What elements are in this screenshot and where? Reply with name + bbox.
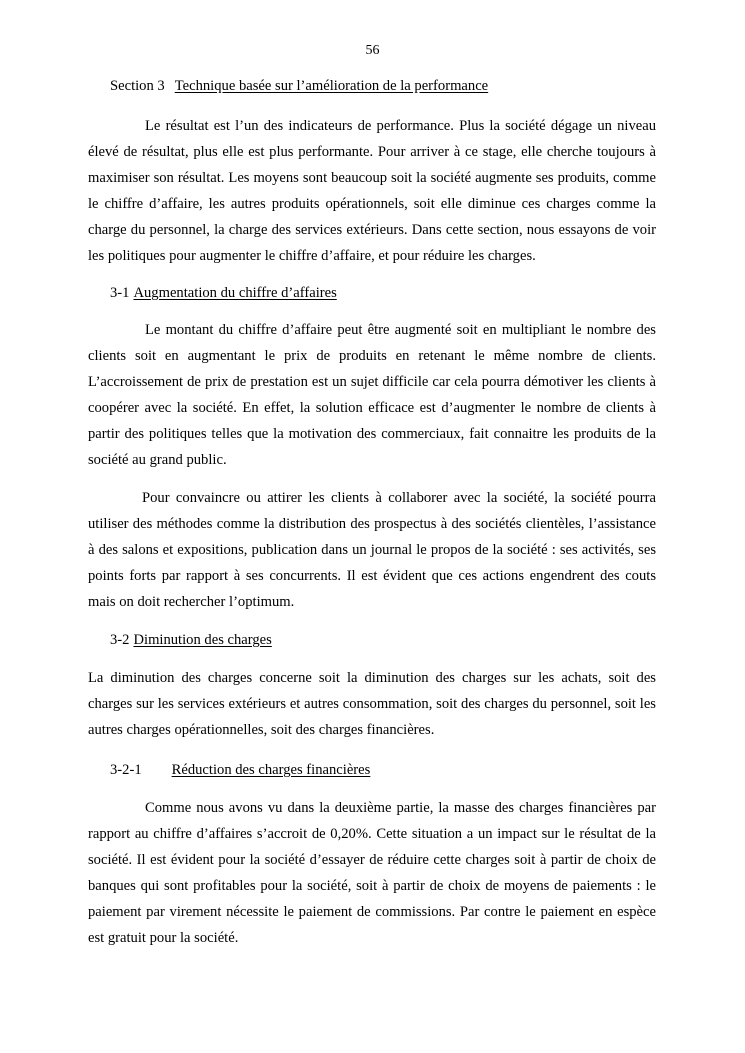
page-number: 56 (365, 43, 380, 58)
subsection-3-1-paragraph-1: Le montant du chiffre d’affaire peut être augmenté soit en multipliant le nombre des clients soit en augmentant le prix de produits en retenant le même nombre de clients. L’accroissement de prix de prestation est un sujet difficile car cela pourra démotiver les clients à coopérer avec la société. En effet, la solution efficace est d’augmenter le nombre de clients à partir des politiques telles que la motivation des commerciaux, fait connaitre les produits de la société au grand public. (88, 322, 656, 468)
subsection-3-2-1-heading (110, 762, 370, 779)
subsection-3-1-title: Augmentation du chiffre d’affaires (133, 285, 337, 301)
subsection-3-2-paragraph: La diminution des charges concerne soit la diminution des charges sur les achats, soit des charges sur les services extérieurs et autres consommation, soit des charges du personnel, soit les autres charges opérationnelles, soit des charges financières. (88, 670, 656, 738)
subsection-3-1-paragraph-2: Pour convaincre ou attirer les clients à collaborer avec la société, la société pourra utiliser des méthodes comme la distribution des prospectus à des sociétés clientèles, l’assistance à des salons et expositions, publication dans un journal le propos de la société : ses activités, ses points forts par rapport à ses concurrents. Il est évident que ces actions engendrent des couts mais on doit rechercher l’optimum. (88, 490, 656, 610)
subsection-3-2-1-number: 3-2-1 (110, 762, 142, 778)
subsection-3-2-heading (110, 632, 272, 649)
subsection-3-2-1-paragraph: Comme nous avons vu dans la deuxième partie, la masse des charges financières par rapport au chiffre d’affaires s’accroit de 0,20%. Cette situation a un impact sur le résultat de la société. Il est évident pour la société d’essayer de réduire cette charges soit à partir de choix de banques qui sont profitables pour la société, soit à partir de choix de moyens de paiements : le paiement par virement nécessite le paiement de commissions. Par contre le paiement en espèce est gratuit pour la société. (88, 800, 656, 946)
subsection-3-2-title: Diminution des charges (133, 632, 272, 648)
section-3-label: Section 3 (110, 78, 165, 94)
section-3-heading (110, 78, 488, 95)
subsection-3-2-1-title: Réduction des charges financières (171, 762, 371, 778)
subsection-3-2-number: 3-2 (110, 632, 130, 648)
section-3-paragraph: Le résultat est l’un des indicateurs de performance. Plus la société dégage un niveau élevé de résultat, plus elle est plus performante. Pour arriver à ce stage, elle cherche toujours à maximiser son résultat. Les moyens sont beaucoup soit la société augmente ses produits, comme le chiffre d’affaire, les autres produits opérationnels, soit elle diminue ces charges comme la charge du personnel, la charge des services extérieurs. Dans cette section, nous essayons de voir les politiques pour augmenter le chiffre d’affaire, et pour réduire les charges. (88, 118, 656, 264)
subsection-3-1-heading (110, 285, 337, 302)
section-3-title: Technique basée sur l’amélioration de la performance (174, 78, 489, 94)
subsection-3-1-number: 3-1 (110, 285, 130, 301)
